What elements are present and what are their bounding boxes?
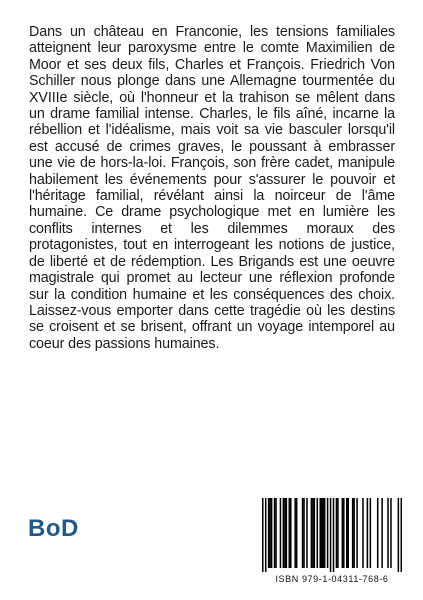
barcode-block	[258, 496, 406, 588]
barcode-bar	[275, 498, 277, 568]
barcode-bar	[336, 498, 338, 568]
barcode-bar	[302, 498, 304, 568]
barcode-bar	[333, 498, 335, 572]
barcode-bar	[284, 498, 286, 568]
barcode-bar	[337, 498, 339, 568]
barcode-bar	[347, 498, 349, 568]
barcode-bar	[381, 498, 383, 568]
barcode-bar	[377, 498, 379, 568]
barcode-bar	[342, 498, 344, 568]
synopsis-text: Dans un château en Franconie, les tensions familiales atteignent leur paroxysme entre le comte Maximilien de Moor et ses deux fils, Charles et François. Friedrich Von Schiller nous plonge dans une Allemagne tourmentée du XVIIIe siècle, où l'honneur et la trahison se mêlent dans un drame familial intense. Charles, le fils aîné, incarne la rébellion et l'idéalisme, mais voit sa vie basculer lorsqu'il est accusé de crimes graves, le poussant à embrasser une vie de hors-la-loi. François, son frère cadet, manipule habilement les événements pour s'assurer le pouvoir et l'héritage familial, révélant ainsi la noirceur de l'âme humaine. Ce drame psychologique met en lumière les conflits internes et les dilemmes moraux des protagonistes, tout en interrogeant les notions de justice, de liberté et de rédemption. Les Brigands est une oeuvre magistrale qui promet au lecteur une réflexion profonde sur la condition humaine et les conséquences des choix. Laissez-vous emporter dans cette tragédie où les destins se croisent et se brisent, offrant un voyage intemporel au coeur des passions humaines.	[29, 24, 395, 352]
barcode-bar	[352, 498, 354, 568]
barcode-bar	[303, 498, 305, 568]
barcode-bar	[330, 498, 332, 572]
synopsis-block	[29, 24, 395, 352]
barcode-bar	[317, 498, 319, 568]
barcode-bar	[322, 498, 324, 568]
barcode-bar	[274, 498, 276, 568]
barcode-bar	[271, 498, 273, 568]
barcode-bar	[296, 498, 298, 568]
barcode-bar	[269, 498, 271, 568]
barcode-bar	[398, 498, 400, 572]
barcode-bar	[262, 498, 264, 572]
barcode-bar	[319, 498, 321, 568]
barcode-bar	[286, 498, 288, 568]
barcode-bar	[343, 498, 345, 568]
barcode-bar	[306, 498, 308, 568]
barcode-bar	[290, 498, 292, 568]
barcode-bar	[321, 498, 323, 568]
barcode-bar	[327, 498, 329, 568]
barcode-bar	[289, 498, 291, 568]
publisher-logo	[28, 515, 79, 543]
barcode-bar	[324, 498, 326, 568]
barcode-bar	[280, 498, 282, 568]
barcode-bar	[346, 498, 348, 568]
publisher-logo-text: BoD	[28, 515, 79, 542]
barcode-bar	[362, 498, 364, 568]
barcode-bar	[312, 498, 314, 568]
barcode-bar	[367, 498, 369, 568]
barcode-bar	[390, 498, 392, 568]
barcode-image	[262, 498, 402, 572]
barcode-bar	[283, 498, 285, 568]
barcode-bar	[311, 498, 313, 568]
barcode-bar	[387, 498, 389, 568]
barcode-bar	[353, 498, 355, 568]
barcode-bar	[356, 498, 358, 568]
isbn-label: ISBN 979-1-04311-768-6	[275, 574, 389, 584]
barcode-bar	[370, 498, 372, 568]
barcode-bar	[265, 498, 267, 572]
barcode-bar	[268, 498, 270, 568]
barcode-bar	[294, 498, 296, 568]
barcode-bar	[401, 498, 402, 572]
barcode-bar	[314, 498, 316, 568]
